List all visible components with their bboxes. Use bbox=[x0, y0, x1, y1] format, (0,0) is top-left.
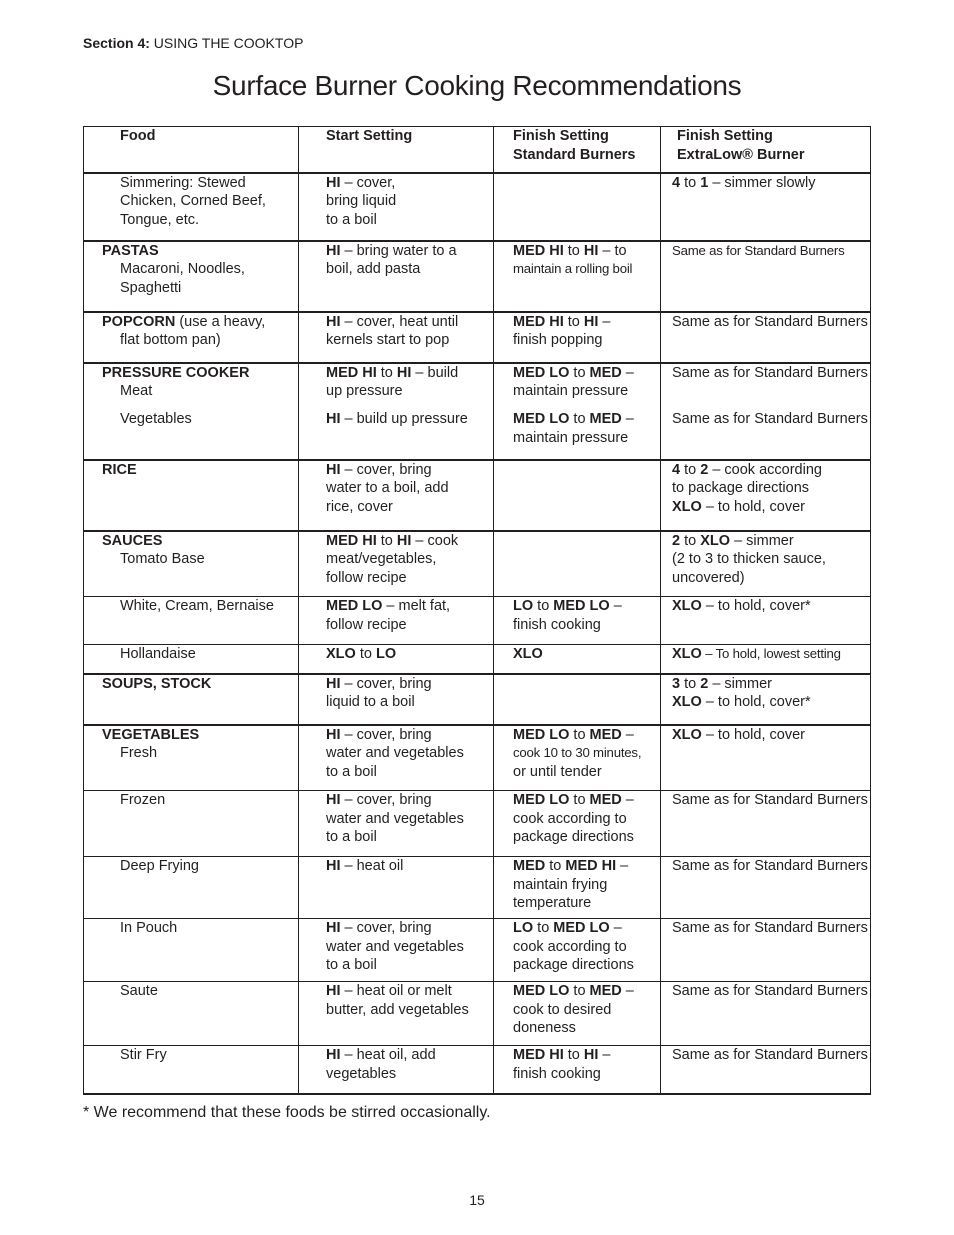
finish-extralow-cell: 2 to XLO – simmer (2 to 3 to thicken sauce, uncovered) bbox=[661, 531, 871, 597]
table-row bbox=[84, 312, 871, 363]
table-row bbox=[84, 1046, 871, 1094]
table-row bbox=[84, 241, 871, 312]
finish-extralow-cell: Same as for Standard Burners bbox=[661, 982, 871, 1046]
food-rice: RICE bbox=[84, 460, 299, 531]
food-in-pouch: In Pouch bbox=[84, 919, 299, 982]
finish-extralow-cell: XLO – to hold, cover bbox=[661, 725, 871, 791]
finish-standard-cell: MED HI to HI – to maintain a rolling boil bbox=[494, 241, 661, 312]
footnote: * We recommend that these foods be stirred occasionally. bbox=[83, 1104, 491, 1121]
start-cell: HI – bring water to a boil, add pasta bbox=[299, 241, 494, 312]
finish-extralow-cell: XLO – To hold, lowest setting bbox=[661, 645, 871, 674]
table-row bbox=[84, 531, 871, 597]
section-header bbox=[83, 35, 303, 51]
finish-extralow-cell: Same as for Standard Burners bbox=[661, 312, 871, 363]
section-title: USING THE COOKTOP bbox=[153, 35, 304, 51]
start-cell: MED LO – melt fat, follow recipe bbox=[299, 597, 494, 645]
finish-standard-cell: MED LO to MED – cook 10 to 30 minutes, or until tender bbox=[494, 725, 661, 791]
food-pastas: PASTAS Macaroni, Noodles, Spaghetti bbox=[84, 241, 299, 312]
food-simmering: Simmering: Stewed Chicken, Corned Beef, Tongue, etc. bbox=[84, 173, 299, 241]
cooking-recommendations-table bbox=[83, 126, 871, 1095]
start-cell: HI – cover, bring water and vegetables to a boil bbox=[299, 919, 494, 982]
start-cell: HI – heat oil, add vegetables bbox=[299, 1046, 494, 1094]
finish-extralow-cell: XLO – to hold, cover* bbox=[661, 597, 871, 645]
table-row bbox=[84, 645, 871, 674]
finish-extralow-cell: 3 to 2 – simmer XLO – to hold, cover* bbox=[661, 674, 871, 725]
page-number: 15 bbox=[469, 1192, 485, 1208]
finish-extralow-cell: Same as for Standard Burners bbox=[661, 791, 871, 857]
finish-standard-cell: MED HI to HI – finish popping bbox=[494, 312, 661, 363]
finish-standard-cell: MED to MED HI – maintain frying temperature bbox=[494, 857, 661, 919]
start-cell: HI – heat oil bbox=[299, 857, 494, 919]
header-start-setting: Start Setting bbox=[299, 127, 494, 173]
finish-standard-cell bbox=[494, 460, 661, 531]
table-row bbox=[84, 597, 871, 645]
finish-standard-cell: MED HI to HI – finish cooking bbox=[494, 1046, 661, 1094]
table-row bbox=[84, 919, 871, 982]
table-header-row bbox=[84, 127, 871, 173]
table-row bbox=[84, 674, 871, 725]
finish-extralow-cell: Same as for Standard Burners bbox=[661, 241, 871, 312]
finish-standard-cell: LO to MED LO – finish cooking bbox=[494, 597, 661, 645]
start-cell: HI – cover, bring water and vegetables to a boil bbox=[299, 791, 494, 857]
start-cell: MED HI to HI – cook meat/vegetables, follow recipe bbox=[299, 531, 494, 597]
start-cell: HI – heat oil or melt butter, add vegetables bbox=[299, 982, 494, 1046]
table-row bbox=[84, 791, 871, 857]
finish-standard-cell bbox=[494, 531, 661, 597]
food-deep-frying: Deep Frying bbox=[84, 857, 299, 919]
start-cell: HI – cover, bring liquid to a boil bbox=[299, 173, 494, 241]
finish-standard-cell: LO to MED LO – cook according to package directions bbox=[494, 919, 661, 982]
start-cell: HI – cover, bring water to a boil, add rice, cover bbox=[299, 460, 494, 531]
header-food: Food bbox=[84, 127, 299, 173]
start-cell: HI – cover, bring liquid to a boil bbox=[299, 674, 494, 725]
table-row bbox=[84, 857, 871, 919]
start-cell: HI – cover, bring water and vegetables to a boil bbox=[299, 725, 494, 791]
header-finish-standard: Finish Setting Standard Burners bbox=[494, 127, 661, 173]
table-row bbox=[84, 982, 871, 1046]
food-stir-fry: Stir Fry bbox=[84, 1046, 299, 1094]
finish-extralow-cell: 4 to 2 – cook according to package directions XLO – to hold, cover bbox=[661, 460, 871, 531]
table-row bbox=[84, 725, 871, 791]
start-cell: XLO to LO bbox=[299, 645, 494, 674]
table-row bbox=[84, 363, 871, 460]
finish-standard-cell: MED LO to MED – cook to desired doneness bbox=[494, 982, 661, 1046]
food-white-sauce: White, Cream, Bernaise bbox=[84, 597, 299, 645]
finish-extralow-cell: 4 to 1 – simmer slowly bbox=[661, 173, 871, 241]
table-row bbox=[84, 173, 871, 241]
finish-standard-cell bbox=[494, 674, 661, 725]
finish-standard-cell bbox=[494, 173, 661, 241]
finish-standard-cell: MED LO to MED – maintain pressure MED LO to MED – maintain pressure bbox=[494, 363, 661, 460]
finish-extralow-cell: Same as for Standard Burners bbox=[661, 1046, 871, 1094]
food-hollandaise: Hollandaise bbox=[84, 645, 299, 674]
start-cell: HI – cover, heat until kernels start to pop bbox=[299, 312, 494, 363]
food-popcorn: POPCORN (use a heavy, flat bottom pan) bbox=[84, 312, 299, 363]
finish-standard-cell: MED LO to MED – cook according to package directions bbox=[494, 791, 661, 857]
food-pressure-cooker: PRESSURE COOKER Meat Vegetables bbox=[84, 363, 299, 460]
start-cell: MED HI to HI – build up pressure HI – build up pressure bbox=[299, 363, 494, 460]
finish-standard-cell: XLO bbox=[494, 645, 661, 674]
finish-extralow-cell: Same as for Standard Burners bbox=[661, 919, 871, 982]
table-row bbox=[84, 460, 871, 531]
food-sauces: SAUCES Tomato Base bbox=[84, 531, 299, 597]
section-label: Section 4: bbox=[83, 35, 150, 51]
food-soups: SOUPS, STOCK bbox=[84, 674, 299, 725]
food-frozen: Frozen bbox=[84, 791, 299, 857]
finish-extralow-cell: Same as for Standard Burners bbox=[661, 857, 871, 919]
header-finish-extralow: Finish Setting ExtraLow® Burner bbox=[661, 127, 871, 173]
page-title: Surface Burner Cooking Recommendations bbox=[212, 70, 742, 101]
food-vegetables-fresh: VEGETABLES Fresh bbox=[84, 725, 299, 791]
finish-extralow-cell: Same as for Standard Burners Same as for Standard Burners bbox=[661, 363, 871, 460]
food-saute: Saute bbox=[84, 982, 299, 1046]
